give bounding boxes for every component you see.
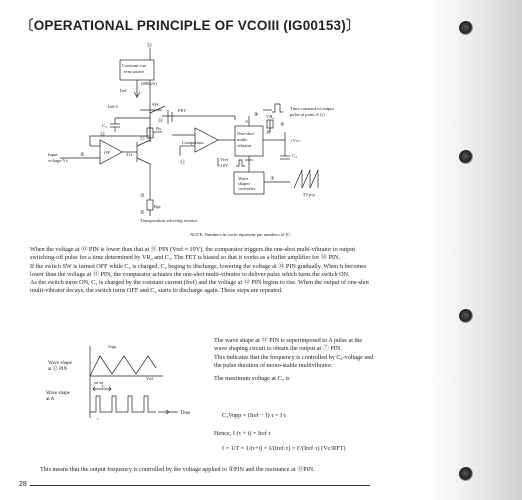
wave-12-label: Wave shape [48, 361, 72, 366]
op-label: OP [104, 150, 110, 155]
pin-note: NOTE: Numbers in circle represent pin numbers of IC [190, 232, 291, 237]
vref-label: Vref [146, 376, 154, 381]
one-shot-label: One-shot [237, 131, 254, 136]
on-off-label: on on [94, 380, 103, 385]
binder-hole [459, 309, 473, 323]
page-number: 28 [19, 481, 27, 488]
transposition-label: Transposition selecting resistor [140, 218, 198, 223]
input-voltage-label: voltage Vc [48, 158, 68, 163]
equation-hence: Hence, I (τ + t) = Iref τ [214, 430, 271, 437]
wave-a-label: Wave shape [46, 391, 70, 396]
footer-rule [30, 485, 370, 486]
point-a-label: A [245, 119, 249, 124]
input-voltage-label: Input [48, 152, 58, 157]
one-shot-label: vibrator [237, 143, 252, 148]
fet-label: FET [178, 108, 187, 113]
pin-label: ⑩ [266, 131, 271, 136]
pin-label: ⑤ [280, 123, 285, 128]
pin-label: ⑪ [180, 161, 186, 166]
vref-label: Vref [220, 157, 229, 162]
rpt-label: Rpt [154, 204, 161, 209]
paragraph: This indicates that the frequency is controlled by C₄-voltage and the pulse duration of mono-stable multivibrator. [214, 353, 374, 369]
pin-label: ① [140, 211, 145, 216]
pin-label: ⑦ [270, 177, 275, 182]
binder-edge [426, 0, 522, 500]
pin-label: ⑭ [158, 119, 164, 124]
sw-label: SW [152, 102, 159, 107]
body-text [30, 246, 370, 296]
wave-shape-figure [28, 338, 198, 424]
c4-label: C₄ [292, 153, 297, 158]
paragraph: The maximum voltage at C₃ is [214, 375, 290, 383]
wave-12-label: at ⑫ PIN [48, 367, 68, 372]
vopp-label: Vopp [108, 344, 117, 349]
current-value: (800μA) [141, 81, 157, 86]
rv-label: Rv [156, 126, 162, 131]
period-label: T [101, 384, 104, 389]
binder-hole [459, 21, 473, 35]
pin-label: ⑫ [140, 137, 146, 142]
pin-label: ③ [140, 194, 145, 199]
vcc-label: +Vcc [290, 138, 300, 143]
paragraph: If the switch SW is turned OFF while C₂ is charged, C₂ beging to discharge, lowering the voltage at ⑫ PIN gradually. When it becomes lower than the voltage at ⑪ PIN, the comparator actuates the one-shot multi-vibrator to deliver pulse which turns the switch ON. [30, 262, 367, 278]
wave-shaper-label: shaper [238, 181, 250, 186]
tr1-label: Tr1 [126, 152, 133, 157]
vpp-label: 3Vp-p [303, 192, 315, 197]
time-label: Time [180, 411, 191, 416]
pin-label: ② [80, 153, 85, 158]
page-title: 〔OPERATIONAL PRINCIPLE OF VCOIII (IG00153)〕 [20, 18, 360, 33]
wave-a-label: at A [46, 397, 55, 402]
equation-frequency: f = 1/T = 1/(τ+t) = I/(Iref·τ) = I′/(Iref·τ) (Vc/RFT) [222, 445, 346, 452]
constant-current-label: rent source [124, 69, 145, 74]
pin-label: ⑮ [147, 44, 153, 49]
time-constant-label: Time constant of output [290, 106, 334, 111]
binder-hole [459, 150, 473, 164]
tau-label: τ [97, 416, 99, 421]
conclusion-text: This means that the output frequency is controlled by the voltage applied to ②PIN and the resistance at ⑪PIN. [40, 466, 315, 473]
binder-hole [459, 467, 473, 481]
time-constant-label: pulse at point A (τ) [290, 112, 325, 117]
paragraph: When the voltage at ⑫ PIN is lower than that at ⑪ PIN (Vref ≈ 10V), the comparator triggers the one-shot multi-vibrator to output switching-off pulse for a time determined by VR₄ and C₃. The FET is biased so that it works as a buffer amplifier for ⑭ PIN. [30, 246, 356, 262]
vr4-label: VR₄ [266, 114, 274, 119]
vref-value: ≈10V [218, 163, 229, 168]
comparator-label: Comparator [182, 140, 204, 145]
paragraph: As the switch turns ON, C₂ is charged by the constant current (Iref) and the voltage at ⑫ PIN brgins to rise. When the output of one-shot multi-vibrator decays, the switch turns OFF and C₂ starts to discharge again. These steps are repeated. [30, 279, 369, 295]
pin-label: ⑬ [100, 133, 106, 138]
wave-shaper-label: converter [238, 186, 256, 191]
equation-vopp: C₃Vopp = (Iref − I) τ = I·t [222, 412, 286, 419]
one-shot-label: multi- [237, 137, 249, 142]
paragraph: The wave shape at ⑫ PIN is superimposed to A pulse at the wave shaping circuit to obtain the output at ⑦ PIN. [214, 337, 363, 353]
right-column-text [214, 337, 374, 383]
wave-shaper-label: Wave [238, 176, 249, 181]
pin-label: ⑨ [254, 113, 259, 118]
c3-label: C₃ [102, 123, 107, 128]
constant-current-label: Constant cur- [122, 63, 147, 68]
iref-minus-i-label: Iref-I [108, 104, 118, 109]
vco-circuit-diagram [40, 40, 380, 237]
iref-label: Iref [120, 88, 127, 93]
